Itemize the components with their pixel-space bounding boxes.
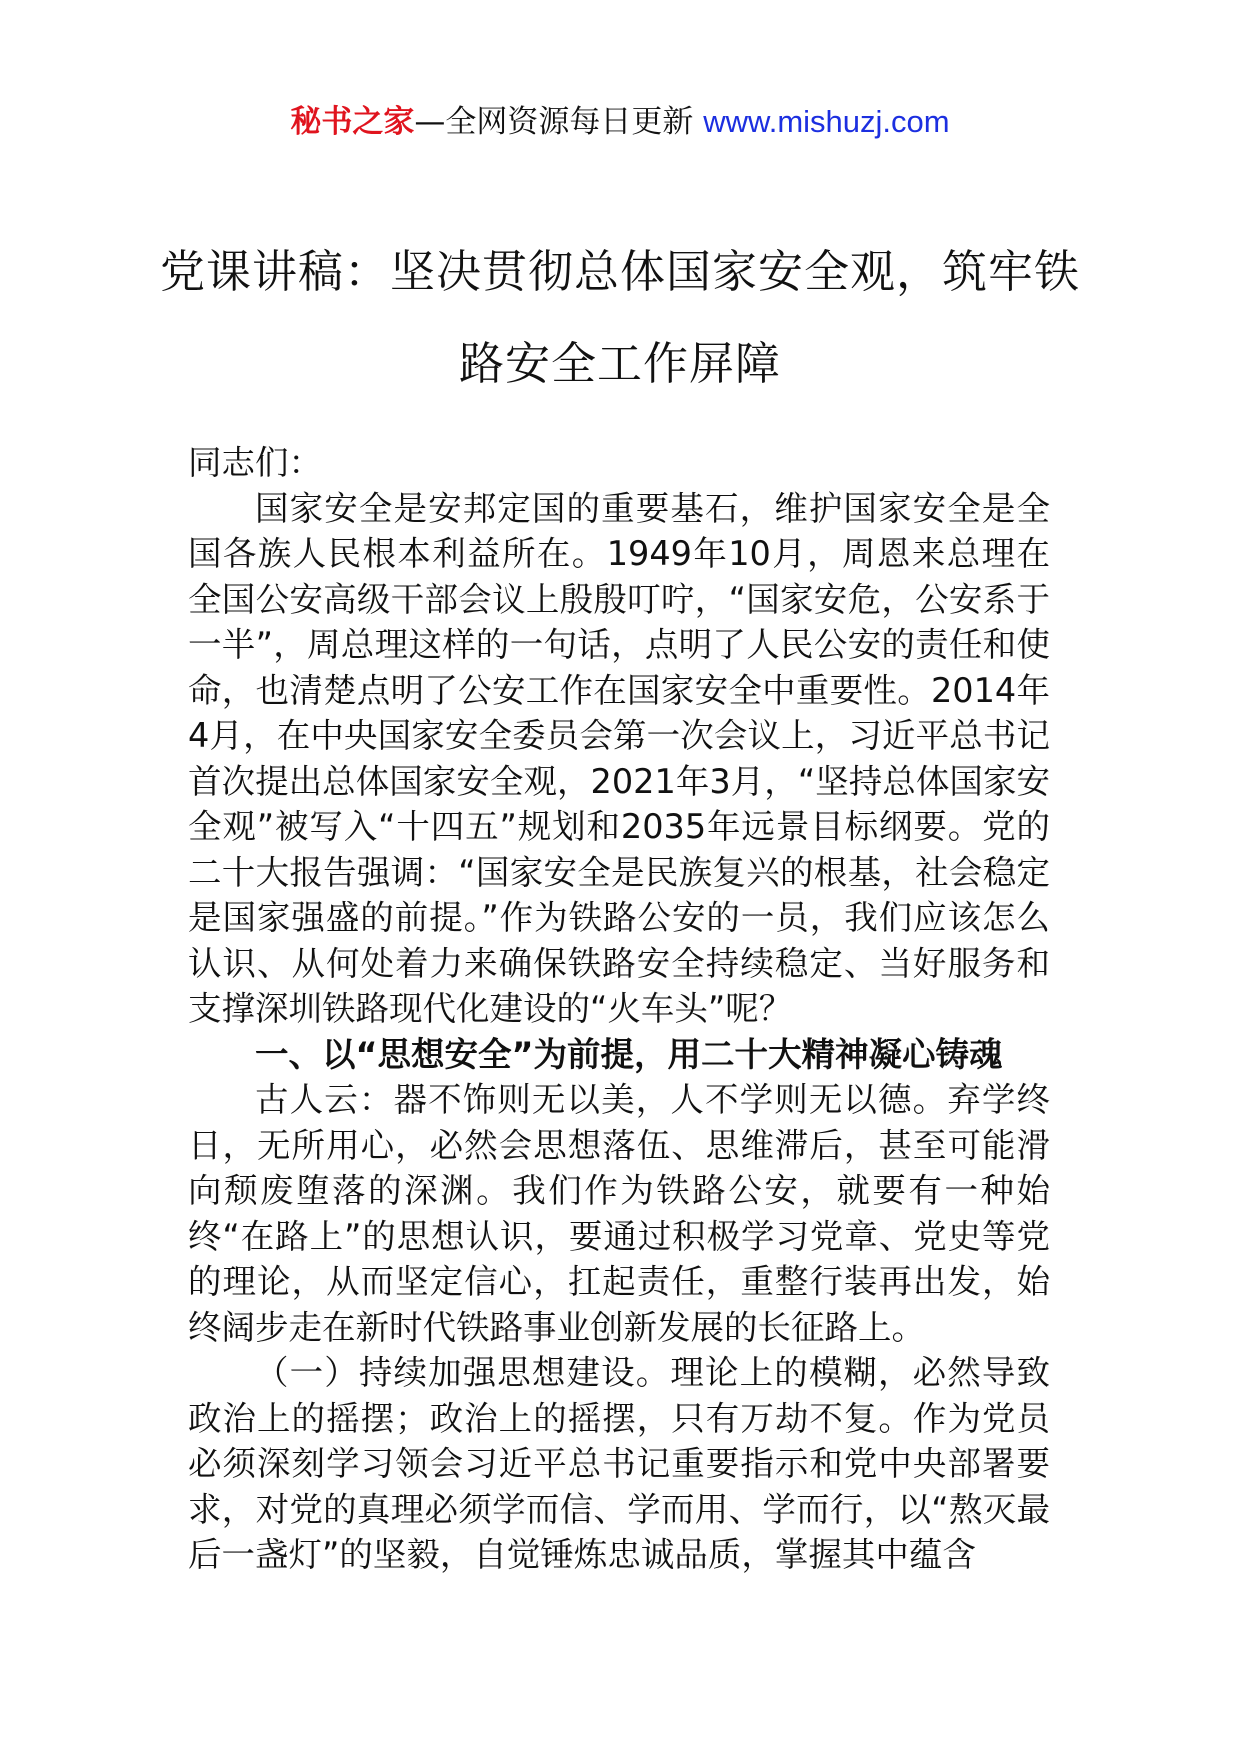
greeting: 同志们： (188, 443, 322, 482)
document-title: 党课讲稿：坚决贯彻总体国家安全观，筑牢铁路安全工作屏障 (159, 245, 1080, 390)
site-header (0, 100, 1240, 144)
body-paragraph: 国家安全是安邦定国的重要基石，维护国家安全是全国各族人民根本利益所在。1949年10月，周恩来总理在全国公安高级干部会议上殷殷叮咛，“国家安危，公安系于一半”，周总理这样的一句话，点明了人民公安的责任和使命，也清楚点明了公安工作在国家安全中重要性。2014年4月，在中央国家安全委员会第一次会议上，习近平总书记首次提出总体国家安全观，2021年3月，“坚持总体国家安全观”被写入“十四五”规划和2035年远景目标纲要。党的二十大报告强调：“国家安全是民族复兴的根基，社会稳定是国家强盛的前提。”作为铁路公安的一员，我们应该怎么认识、从何处着力来确保铁路安全持续稳定、当好服务和支撑深圳铁路现代化建设的“火车头”呢？ (188, 488, 1050, 1028)
body-paragraph: （一）持续加强思想建设。理论上的模糊，必然导致政治上的摇摆；政治上的摇摆，只有万劫不复。作为党员必须深刻学习领会习近平总书记重要指示和党中央部署要求，对党的真理必须学而信、学而用、学而行，以“熬灭最后一盏灯”的坚毅，自觉锤炼忠诚品质，掌握其中蕴含 (188, 1353, 1050, 1574)
site-brand: 秘书之家 (290, 104, 415, 140)
body-paragraph: 古人云：器不饰则无以美，人不学则无以德。弃学终日，无所用心，必然会思想落伍、思维滞后，甚至可能滑向颓废堕落的深渊。我们作为铁路公安，就要有一种始终“在路上”的思想认识，要通过积极学习党章、党史等党的理论，从而坚定信心，扛起责任，重整行装再出发，始终阔步走在新时代铁路事业创新发展的长征路上。 (188, 1080, 1050, 1347)
document-body (188, 440, 1050, 1578)
site-tagline: —全网资源每日更新 (414, 104, 704, 140)
site-url-link[interactable]: www.mishuzj.com (703, 104, 950, 139)
section-heading: 一、以“思想安全”为前提，用二十大精神凝心铸魂 (255, 1034, 1003, 1074)
